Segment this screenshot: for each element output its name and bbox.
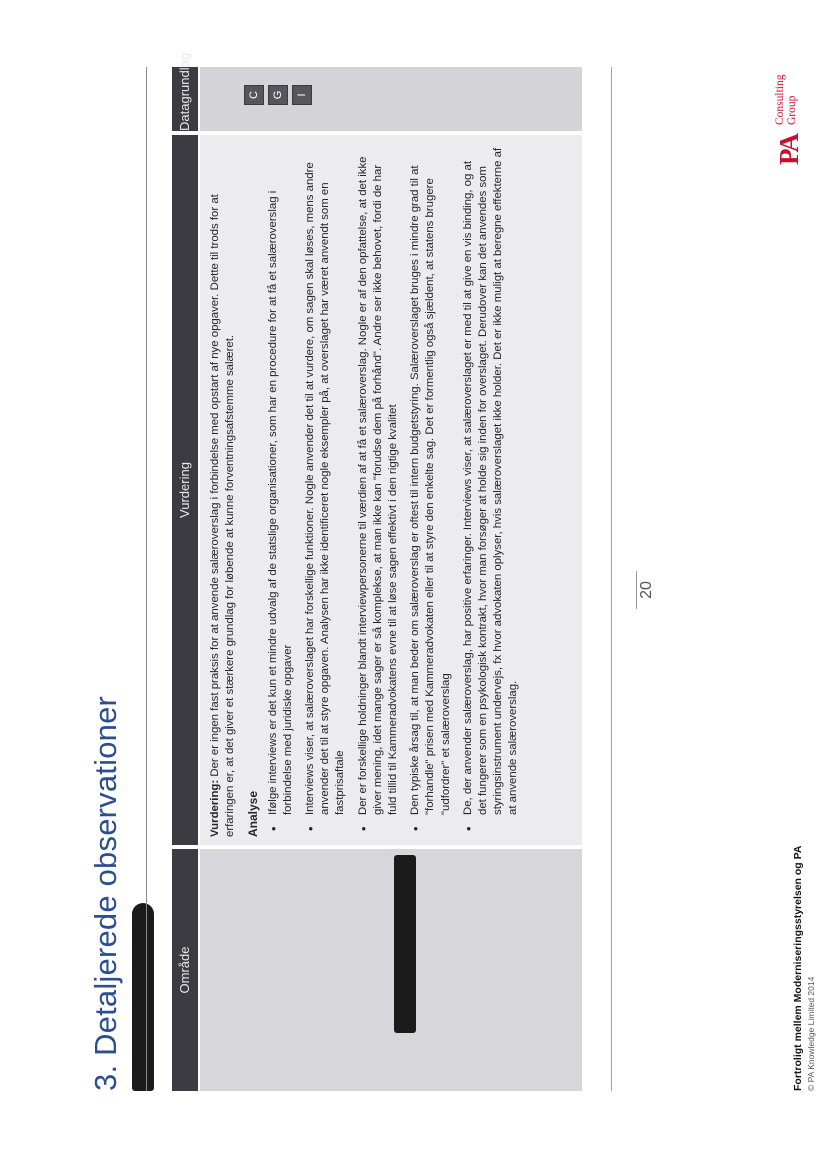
analysis-bullet: • Den typiske årsag til, at man beder om salæroverslag er oftest til intern budgetstyring. Salæroverslaget bruges i mindre grad til at "forhandle" prisen med Kammeradvokaten eller til at styre den enkelte sag. Det er formentlig også sjældent, at statens brugere "udfordrer" et salæroverslag [408, 145, 454, 837]
footer-confidential: Fortroligt mellem Moderniseringsstyrelsen og PA [792, 845, 804, 1091]
evaluation-summary [208, 145, 238, 837]
logo-mark: PA [774, 135, 804, 165]
data-badge-c: C [244, 85, 264, 105]
title-redaction-bar [132, 903, 154, 1091]
analysis-bullet: • Ifølge interviews er det kun et mindre udvalg af de statslige organisationer, som har en procedure for at få et salæroverslag i forbindelse med juridiske opgaver [266, 145, 296, 837]
evaluation-content [208, 145, 529, 837]
logo-line-2: Group [786, 95, 798, 125]
header-area: Område [172, 849, 198, 1091]
data-basis-column [200, 67, 582, 131]
analysis-list [266, 145, 522, 837]
logo-line-1: Consulting [774, 74, 786, 125]
analysis-bullet: • Interviews viser, at salæroverslaget har forskellige funktioner. Nogle anvender det til at vurdere, om sagen skal løses, mens andre anvender det til at styre opgaven. Analysen har ikke identificeret nogle eksempler på, at overslaget har været anvendt som en fastprisaftale [303, 145, 349, 837]
evaluation-column [200, 135, 582, 845]
evaluation-label: Vurdering: [209, 779, 221, 837]
pa-logo [770, 65, 810, 165]
data-badge-i: I [292, 85, 312, 105]
evaluation-text: Der er ingen fast praksis for at anvende salæroverslag i forbindelse med opstart af nye opgaver. Dette til trods for at erfaringen er, at det giver et stærkere grundlag for løbende at kunne forventningsafstemme salæret. [209, 194, 237, 837]
header-evaluation: Vurdering [172, 135, 198, 845]
logo-text [774, 75, 798, 125]
data-badges [244, 83, 316, 105]
top-divider [146, 67, 147, 1091]
footer-copyright: © PA Knowledge Limited 2014 [806, 976, 816, 1091]
area-column [200, 849, 582, 1091]
observation-table [172, 52, 582, 1091]
data-badge-g: G [268, 85, 288, 105]
bottom-divider [611, 67, 612, 1091]
header-data-basis: Datagrundlag [172, 67, 198, 131]
analysis-heading: Analyse [246, 790, 261, 837]
page-number: 20 [636, 571, 656, 609]
analysis-bullet: • Der er forskellige holdninger blandt interviewpersonerne til værdien af at få et salæroverslag. Nogle er af den opfattelse, at det ikke giver mening, idet mange sager er så komplekse, at man ikke kan "forudse dem på forhånd". Andre ser ikke behovet, fordi de har fuld tillid til Kammeradvokatens evne til at løse sagen effektivt i den rigtige kvalitet [356, 145, 402, 837]
analysis-bullet: • De, der anvender salæroverslag, har positive erfaringer. Interviews viser, at salæroverslaget er med til at give en vis binding, og at det fungerer som en psykologisk kontrakt, hvor man forsøger at holde sig inden for overslaget. Derudover kan det anvendes som styringsinstrument undervejs, fx hvor advokaten oplyser, hvis salæroverslaget ikke holder. Det er ikke muligt at beregne effekterne af at anvende salæroverslag. [461, 145, 522, 837]
area-redaction-bar [394, 855, 416, 1033]
page-title: 3. Detaljerede observationer [88, 695, 123, 1091]
